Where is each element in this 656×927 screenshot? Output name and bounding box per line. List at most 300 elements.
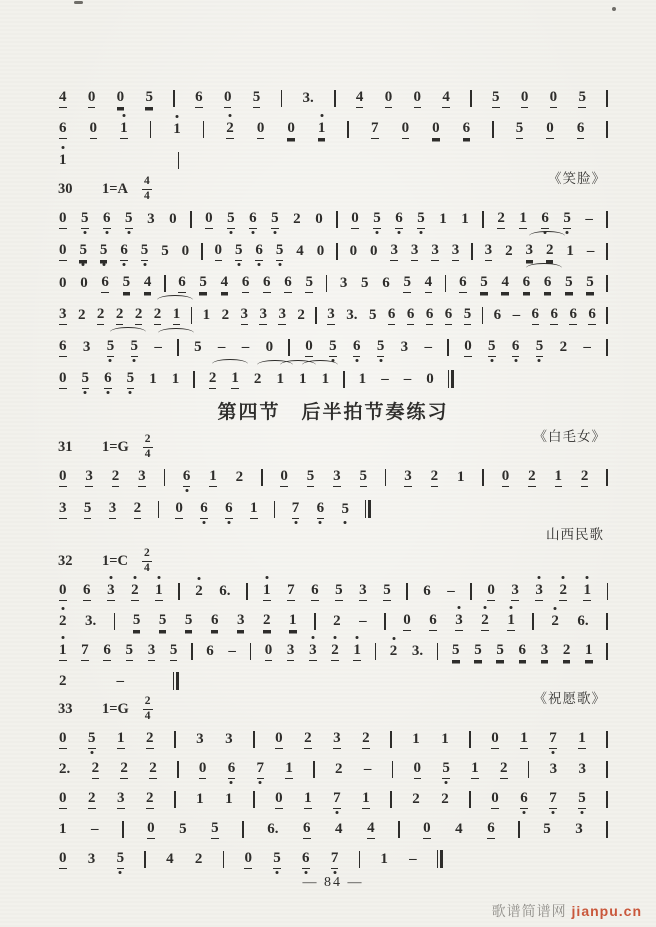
barline: [336, 243, 338, 260]
barline: [607, 583, 609, 600]
barline: [242, 821, 244, 838]
note: 4: [166, 851, 174, 867]
note: 5: [306, 467, 316, 487]
note: 1: [321, 371, 330, 387]
note: 5: [234, 241, 244, 261]
note: 2: [480, 611, 490, 631]
note: 6: [262, 273, 272, 293]
dash: –: [91, 821, 99, 837]
note: 6: [423, 583, 431, 599]
note: 2: [303, 729, 313, 749]
note: 3: [82, 339, 91, 355]
note: 0: [501, 467, 511, 487]
tie-arc: [212, 359, 248, 369]
final-barline: [437, 850, 443, 868]
note: 4: [424, 273, 434, 293]
watermark: [492, 901, 642, 921]
note: 3: [58, 305, 68, 325]
exercise-30-header: [58, 171, 608, 202]
note: 2: [496, 209, 506, 229]
note: 3.: [411, 643, 424, 659]
note: 2: [545, 241, 555, 261]
note: 1: [439, 211, 447, 227]
barline: [114, 613, 116, 630]
note: 0: [146, 819, 156, 839]
note: 1: [582, 581, 592, 601]
note: 3: [332, 729, 342, 749]
barline: [471, 243, 473, 260]
note: 3: [549, 761, 558, 777]
music-line: [58, 146, 179, 170]
note: 6: [462, 119, 472, 139]
exercise-30-lines: [58, 205, 608, 389]
music-line: [58, 785, 608, 809]
note: 3: [389, 241, 399, 261]
note: 4: [335, 821, 343, 837]
note: 0: [545, 119, 555, 139]
note: 4: [220, 273, 230, 293]
note: 2: [505, 243, 513, 259]
barline: [606, 243, 608, 260]
barline: [253, 731, 255, 748]
note: 2: [96, 305, 106, 325]
time-signature: 2 4: [143, 547, 150, 574]
barline: [606, 469, 608, 486]
note: 6: [227, 759, 237, 779]
note: 1: [59, 821, 67, 837]
note: 5: [198, 273, 208, 293]
note: 0: [304, 337, 314, 357]
note: 0: [549, 88, 559, 108]
note: 2: [115, 305, 125, 325]
barline: [253, 791, 255, 808]
note: 5: [87, 729, 97, 749]
note: 3: [534, 581, 544, 601]
note: 0: [265, 339, 274, 355]
note: 3: [308, 641, 318, 661]
note: 4: [441, 88, 451, 108]
note: 0: [463, 337, 473, 357]
note: 5: [577, 789, 587, 809]
note: 1: [225, 791, 233, 807]
note: 6: [103, 369, 113, 389]
note: 3: [525, 241, 535, 261]
note: 3: [116, 789, 126, 809]
music-line: [58, 365, 454, 389]
note: 1: [230, 369, 240, 389]
note: 6: [302, 819, 312, 839]
note: 0: [274, 789, 284, 809]
barline: [158, 501, 160, 518]
barline: [193, 371, 195, 388]
note: 1: [380, 851, 388, 867]
note: 2: [562, 641, 572, 661]
note: 6: [177, 273, 187, 293]
note: 1: [154, 581, 164, 601]
note: 6: [301, 849, 311, 869]
note: 6: [248, 209, 258, 229]
tie-arc: [529, 231, 565, 241]
barline: [122, 821, 124, 838]
note: 1: [441, 731, 449, 747]
note: 1: [208, 467, 218, 487]
music-line: [58, 269, 608, 293]
note: 0: [181, 243, 190, 259]
note: 6: [576, 119, 586, 139]
note: 6: [425, 305, 435, 325]
note: 1: [566, 243, 574, 259]
note: 3: [58, 499, 68, 519]
note: 2: [119, 759, 129, 779]
note: 3: [484, 241, 494, 261]
dash: –: [585, 211, 593, 227]
tie-arc: [257, 360, 293, 370]
note: 6: [210, 611, 220, 631]
note: 2: [335, 761, 343, 777]
exercise-number: 32: [58, 552, 73, 569]
note: 1: [275, 370, 285, 389]
note: 6: [254, 241, 264, 261]
exercise-32-header: [58, 549, 608, 573]
note: 1: [554, 467, 564, 487]
barline: [398, 821, 400, 838]
note: 0: [274, 729, 284, 749]
note: 2: [333, 613, 341, 629]
note: 6: [206, 643, 214, 659]
note: 5: [184, 611, 194, 631]
note: 6.: [577, 613, 589, 629]
note: 3: [510, 581, 520, 601]
note: 3: [575, 821, 583, 837]
note: 3.: [302, 90, 314, 106]
dash: –: [116, 673, 124, 689]
dash: –: [359, 613, 367, 629]
note: 5: [106, 337, 116, 357]
note: 5: [562, 209, 572, 229]
note: 7: [291, 499, 301, 519]
music-line: [58, 463, 608, 487]
note: 5: [372, 209, 382, 229]
note: 5: [376, 337, 386, 357]
note: 1: [172, 305, 182, 325]
song-credit: 山西民歌: [546, 527, 604, 542]
dash: –: [409, 851, 417, 867]
barline: [326, 275, 328, 292]
barline: [606, 211, 608, 228]
note: 7: [330, 849, 340, 869]
key-signature: 1=A: [102, 180, 128, 197]
note: 5: [169, 641, 179, 661]
note: 3: [108, 499, 118, 519]
note: 5: [116, 849, 126, 869]
note: 0: [256, 119, 266, 139]
note: 1: [577, 729, 587, 749]
note: 6: [519, 789, 529, 809]
note: 0: [490, 789, 500, 809]
note: 2: [559, 339, 568, 355]
exercise-30: [58, 171, 608, 389]
note: 2: [361, 729, 371, 749]
time-signature: 4 4: [143, 175, 150, 202]
note: 1: [303, 789, 313, 809]
time-signature: 2 4: [144, 695, 151, 722]
barline: [343, 371, 345, 388]
note: 2: [262, 611, 272, 631]
note: 0: [520, 88, 530, 108]
note: 0: [279, 467, 289, 487]
barline: [174, 731, 176, 748]
barline: [178, 152, 180, 169]
note: 6: [394, 209, 404, 229]
barline: [281, 90, 283, 107]
barline: [469, 731, 471, 748]
note: 5: [304, 273, 314, 293]
barline: [359, 851, 361, 868]
dash: –: [403, 371, 412, 387]
note: 2: [430, 467, 440, 487]
dash: –: [363, 761, 372, 777]
note: 5: [473, 641, 483, 661]
note: 6: [119, 241, 129, 261]
note: 6: [241, 273, 251, 293]
note: 2: [441, 791, 449, 807]
note: 2: [225, 119, 235, 139]
note: 1: [584, 641, 594, 661]
note: 1: [506, 611, 516, 631]
note: 1: [202, 307, 211, 323]
note: 3: [196, 731, 204, 747]
note: 1: [149, 371, 157, 387]
note: 1: [284, 759, 294, 779]
note: 6: [493, 307, 502, 323]
dash: –: [217, 339, 226, 355]
note: 0: [116, 88, 126, 108]
tie-arc: [158, 328, 194, 338]
piece-title: 《白毛女》: [533, 429, 606, 444]
barline: [203, 121, 205, 138]
note: 0: [174, 499, 184, 519]
note: 3: [430, 241, 440, 261]
note: 6: [406, 305, 416, 325]
dash: –: [228, 643, 236, 659]
note: 5: [328, 337, 338, 357]
dash: –: [586, 243, 595, 259]
note: 0: [58, 369, 68, 389]
note: 6: [102, 641, 112, 661]
note: 0: [413, 88, 423, 108]
note: 2: [580, 467, 590, 487]
barline: [173, 90, 175, 107]
barline: [177, 339, 179, 356]
note: 2: [235, 469, 244, 485]
note: 6: [444, 305, 454, 325]
note: 2: [59, 613, 67, 629]
note: 1: [288, 611, 298, 631]
note: 5: [463, 305, 473, 325]
music-line: [58, 755, 608, 779]
note: 5: [122, 273, 132, 293]
note: 0: [243, 849, 253, 869]
scan-speck: [74, 1, 83, 4]
barline: [246, 583, 248, 600]
note: 6: [100, 273, 110, 293]
note: 1: [519, 729, 529, 749]
note: 1: [457, 469, 465, 485]
note: 3: [403, 467, 413, 487]
dash: –: [381, 371, 389, 387]
note: 6: [310, 581, 320, 601]
note: 5: [161, 243, 169, 259]
note: 2: [558, 581, 568, 601]
note: 2: [153, 305, 163, 325]
note: 0: [87, 88, 97, 108]
note: 0: [264, 641, 274, 661]
dash: –: [447, 583, 455, 599]
piece-title: 《笑脸》: [548, 171, 606, 186]
barline: [606, 339, 608, 356]
note: 5: [144, 88, 154, 108]
note: 6: [458, 273, 468, 293]
barline: [470, 90, 472, 107]
note: 0: [80, 275, 88, 291]
note: 1: [470, 759, 480, 779]
note: 0: [58, 467, 68, 487]
music-line: [58, 725, 608, 749]
note: 2: [87, 789, 97, 809]
note: 3.: [85, 613, 97, 629]
barline: [288, 339, 290, 356]
barline: [528, 761, 530, 778]
barline: [606, 643, 608, 660]
note: 0: [486, 581, 496, 601]
music-line: [58, 237, 608, 261]
note: 0: [89, 119, 99, 139]
note: 3: [240, 305, 250, 325]
note: 2: [91, 759, 101, 779]
final-barline: [365, 500, 371, 518]
note: 5: [334, 581, 344, 601]
note: 3: [137, 467, 147, 487]
note: 3: [578, 761, 586, 777]
note: 6: [387, 305, 397, 325]
barline: [223, 851, 225, 868]
barline: [606, 791, 608, 808]
note: 5: [361, 275, 369, 291]
note: 5: [441, 759, 451, 779]
music-line: [58, 607, 608, 631]
note: 4: [58, 88, 68, 108]
note: 0: [370, 243, 378, 259]
note: 0: [402, 611, 412, 631]
note: 6: [182, 467, 192, 487]
music-line: [58, 667, 179, 691]
note: 7: [286, 581, 296, 601]
barline: [201, 243, 203, 260]
note: 5: [125, 641, 135, 661]
note: 3: [106, 581, 116, 601]
barline: [375, 643, 377, 660]
tie-arc: [526, 263, 562, 273]
note: 0: [349, 243, 358, 259]
note: 2: [297, 307, 305, 323]
note: 6: [511, 337, 521, 357]
note: 0: [214, 241, 224, 261]
note: 0: [286, 119, 296, 139]
note: 6: [587, 305, 597, 325]
note: 0: [58, 849, 68, 869]
music-line: [58, 637, 608, 661]
note: 3: [451, 241, 461, 261]
note: 1: [249, 499, 259, 519]
barline: [532, 613, 534, 630]
note: 0: [401, 119, 411, 139]
barline: [406, 583, 408, 600]
note: 5: [368, 307, 377, 323]
note: 5: [226, 209, 236, 229]
barline: [315, 307, 317, 324]
note: 6: [352, 337, 362, 357]
music-line: [58, 301, 608, 325]
note: 5: [130, 337, 140, 357]
note: 1: [352, 641, 362, 661]
music-line: [58, 845, 443, 869]
note: 0: [198, 759, 208, 779]
note: 6: [82, 581, 92, 601]
piece-title: 《祝愿歌》: [533, 691, 606, 706]
note: 6: [283, 273, 293, 293]
exercise-32: [58, 549, 608, 691]
barline: [150, 121, 152, 138]
note: 6: [549, 305, 559, 325]
key-signature: 1=G: [102, 438, 129, 455]
note: 1: [298, 370, 308, 389]
note: 6: [199, 499, 209, 519]
note: 2: [389, 643, 398, 659]
note: 6: [540, 209, 550, 229]
barline: [274, 501, 276, 518]
exercise-32-lines: [58, 577, 608, 691]
music-line: [58, 495, 372, 519]
note: 0: [58, 241, 68, 261]
note: 2: [221, 307, 230, 323]
note: 0: [316, 243, 325, 259]
barline: [482, 469, 484, 486]
note: 3: [87, 851, 96, 867]
note: 6: [194, 88, 204, 108]
note: 1: [171, 371, 180, 387]
barline: [313, 761, 315, 778]
exercise-33: [58, 691, 608, 869]
barline: [606, 761, 608, 778]
note: 0: [413, 759, 423, 779]
barline: [606, 821, 608, 838]
note: 1: [262, 581, 272, 601]
note: 3: [258, 305, 268, 325]
barline: [385, 469, 387, 486]
tie-arc: [157, 295, 193, 305]
note: 1: [461, 211, 469, 227]
music-line: [58, 815, 608, 839]
scan-speck: [612, 7, 616, 11]
note: 6: [522, 273, 532, 293]
exercise-31-lines: [58, 463, 608, 519]
tie-arc: [110, 327, 146, 337]
note: 2: [130, 581, 140, 601]
note: 1: [196, 791, 204, 807]
note: 7: [256, 759, 266, 779]
exercise-33-lines: [58, 725, 608, 869]
note: 1: [518, 209, 528, 229]
